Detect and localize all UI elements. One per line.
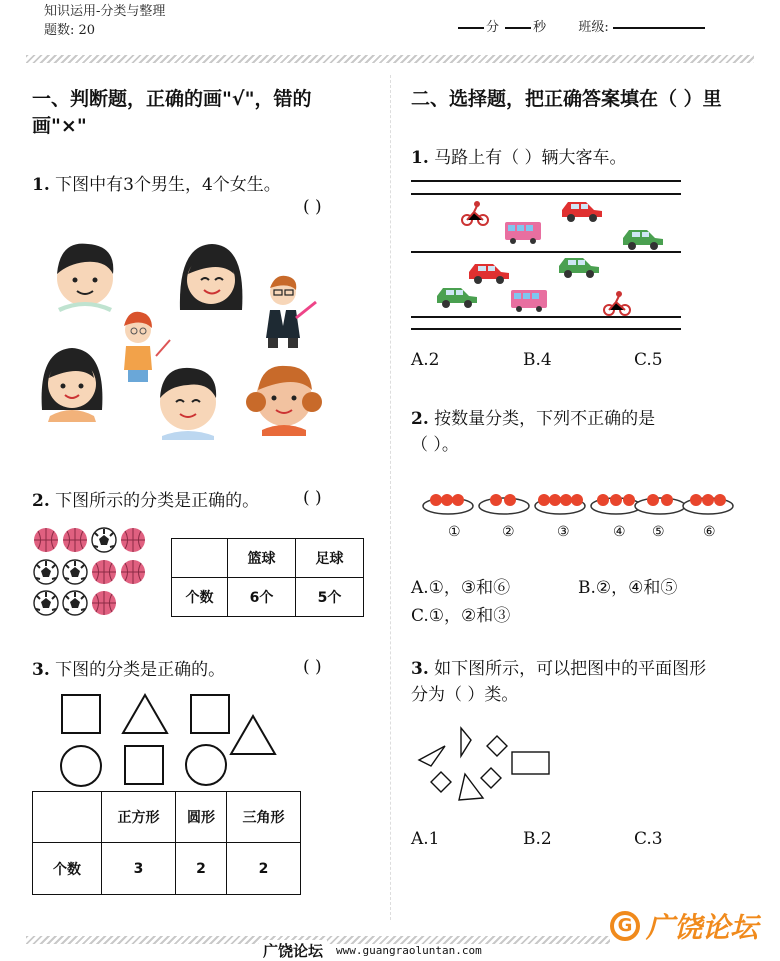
s1-q2-text: 下图所示的分类是正确的。 (55, 491, 260, 511)
soccer-ball-icon (34, 591, 58, 615)
s2-q3-option-a[interactable]: A.1 (411, 829, 440, 849)
s2-q2 (411, 406, 655, 458)
diamond-shape (481, 768, 501, 788)
basketball-icon (92, 591, 116, 615)
s1-q2-number: 2. (32, 491, 50, 511)
s1-q2-answer-paren[interactable]: ( ) (303, 488, 322, 508)
plate-icon (635, 494, 685, 514)
bus-icon (511, 290, 547, 312)
plate-label-2: ② (502, 524, 515, 540)
question-count: 题数: 20 (44, 23, 96, 38)
plate-icon (479, 494, 529, 514)
table-corner (33, 792, 102, 843)
site-logo (610, 906, 758, 946)
small-girl-icon (124, 312, 170, 382)
plate-icon (535, 494, 585, 514)
bus-icon (505, 222, 541, 244)
table-header: 足球 (296, 539, 364, 578)
soccer-ball-icon (92, 528, 116, 552)
s1-q3 (32, 657, 225, 683)
column-divider (390, 75, 391, 920)
soccer-ball-icon (34, 560, 58, 584)
section1-title-line2: 画"×" (32, 115, 87, 137)
triangle-shape (461, 728, 471, 756)
s2-q2-text-line2: （ ）。 (411, 435, 459, 455)
logo-g-icon: G (610, 911, 640, 941)
plate-icon (683, 494, 733, 514)
triangle-shape (123, 695, 167, 733)
s2-q1 (411, 145, 627, 171)
table-row-label: 个数 (33, 843, 102, 895)
plate-icon (591, 494, 641, 514)
minutes-label: 分 (486, 20, 500, 35)
basketball-icon (121, 528, 145, 552)
class-label: 班级: (578, 20, 609, 35)
triangle-shape (459, 774, 483, 800)
car-icon (559, 258, 599, 278)
car-icon (623, 230, 663, 250)
girl-icon (42, 348, 103, 422)
s1-q1-answer-paren[interactable]: ( ) (303, 197, 322, 217)
s2-q3-option-c[interactable]: C.3 (634, 829, 663, 849)
s1-q3-number: 3. (32, 660, 50, 680)
table-header: 正方形 (102, 792, 176, 843)
circle-shape (61, 746, 101, 786)
s1-q1-text: 下图中有3个男生，4个女生。 (55, 175, 281, 195)
s1-q3-text: 下图的分类是正确的。 (55, 660, 226, 680)
header-fields (456, 16, 776, 35)
s2-q3 (411, 656, 706, 708)
s1-q3-answer-paren[interactable]: ( ) (303, 657, 322, 677)
s2-q1-option-a[interactable]: A.2 (411, 350, 440, 370)
table-corner (172, 539, 228, 578)
car-icon (469, 264, 509, 284)
balls-count-table (171, 538, 364, 617)
plate-label-6: ⑥ (703, 524, 716, 540)
plates-illustration (420, 488, 740, 522)
children-illustration (30, 230, 330, 440)
seconds-blank[interactable] (505, 27, 531, 29)
girl-icon (246, 366, 322, 436)
table-cell: 2 (226, 843, 300, 895)
soccer-ball-icon (63, 560, 87, 584)
plate-label-5: ⑤ (652, 524, 665, 540)
footer-site-name: 广饶论坛 (259, 940, 327, 961)
shapes-count-table (32, 791, 301, 895)
circle-shape (186, 745, 226, 785)
s2-q1-option-b[interactable]: B.4 (523, 350, 552, 370)
bicycle-icon (604, 291, 630, 315)
s1-q2 (32, 488, 259, 514)
s2-q2-text: 按数量分类，下列不正确的是 (434, 409, 656, 429)
boy-icon (160, 368, 216, 440)
car-icon (562, 202, 602, 222)
basketball-icon (63, 528, 87, 552)
s2-q3-text: 如下图所示，可以把图中的平面图形 (434, 659, 707, 679)
s2-q1-text: 马路上有（ ）辆大客车。 (434, 148, 627, 168)
s2-q2-number: 2. (411, 409, 429, 429)
square-shape (191, 695, 229, 733)
s2-q3-text-line2: 分为（ ）类。 (411, 685, 519, 705)
s2-q1-option-c[interactable]: C.5 (634, 350, 663, 370)
plane-shapes-illustration (415, 720, 555, 805)
table-row-label: 个数 (172, 578, 228, 617)
table-cell: 6个 (228, 578, 296, 617)
diamond-shape (431, 772, 451, 792)
table-header: 三角形 (226, 792, 300, 843)
s2-q1-number: 1. (411, 148, 429, 168)
section1-title-line1: 一、判断题，正确的画"√"，错的 (32, 88, 312, 110)
s1-q1-number: 1. (32, 175, 50, 195)
s2-q2-option-a[interactable]: A.①，③和⑥ (411, 578, 511, 598)
bicycle-icon (462, 201, 488, 225)
s2-q3-option-b[interactable]: B.2 (523, 829, 552, 849)
basketball-icon (34, 528, 58, 552)
car-icon (437, 288, 477, 308)
section1-title (32, 86, 372, 140)
table-cell: 2 (176, 843, 227, 895)
plate-label-1: ① (448, 524, 461, 540)
s2-q2-option-c[interactable]: C.①，②和③ (411, 606, 511, 626)
plate-label-4: ④ (613, 524, 626, 540)
seconds-label: 秒 (533, 20, 547, 35)
boy-icon (57, 244, 113, 312)
minutes-blank[interactable] (458, 27, 484, 29)
s2-q3-number: 3. (411, 659, 429, 679)
basketball-icon (92, 560, 116, 584)
table-header: 篮球 (228, 539, 296, 578)
table-cell: 5个 (296, 578, 364, 617)
balls-illustration (32, 527, 150, 617)
table-cell: 3 (102, 843, 176, 895)
class-blank[interactable] (613, 27, 705, 29)
diamond-shape (487, 736, 507, 756)
rectangle-shape (512, 752, 549, 774)
section2-title: 二、选择题，把正确答案填在（ ）里 (411, 88, 722, 110)
footer-url[interactable]: www.guangraoluntan.com (332, 944, 486, 957)
plate-label-3: ③ (557, 524, 570, 540)
shapes-illustration (55, 690, 285, 790)
logo-text: 广饶论坛 (646, 911, 759, 944)
triangle-shape (231, 716, 275, 754)
topic-label: 知识运用-分类与整理 (44, 4, 166, 19)
teacher-icon (266, 276, 316, 348)
road-illustration (411, 178, 681, 333)
s2-q2-option-b[interactable]: B.②，④和⑤ (578, 578, 678, 598)
plate-icon (423, 494, 473, 514)
table-header: 圆形 (176, 792, 227, 843)
top-divider (26, 55, 754, 63)
s1-q1 (32, 172, 281, 198)
triangle-shape (419, 746, 445, 766)
square-shape (125, 746, 163, 784)
square-shape (62, 695, 100, 733)
basketball-icon (121, 560, 145, 584)
girl-icon (180, 244, 243, 310)
soccer-ball-icon (63, 591, 87, 615)
